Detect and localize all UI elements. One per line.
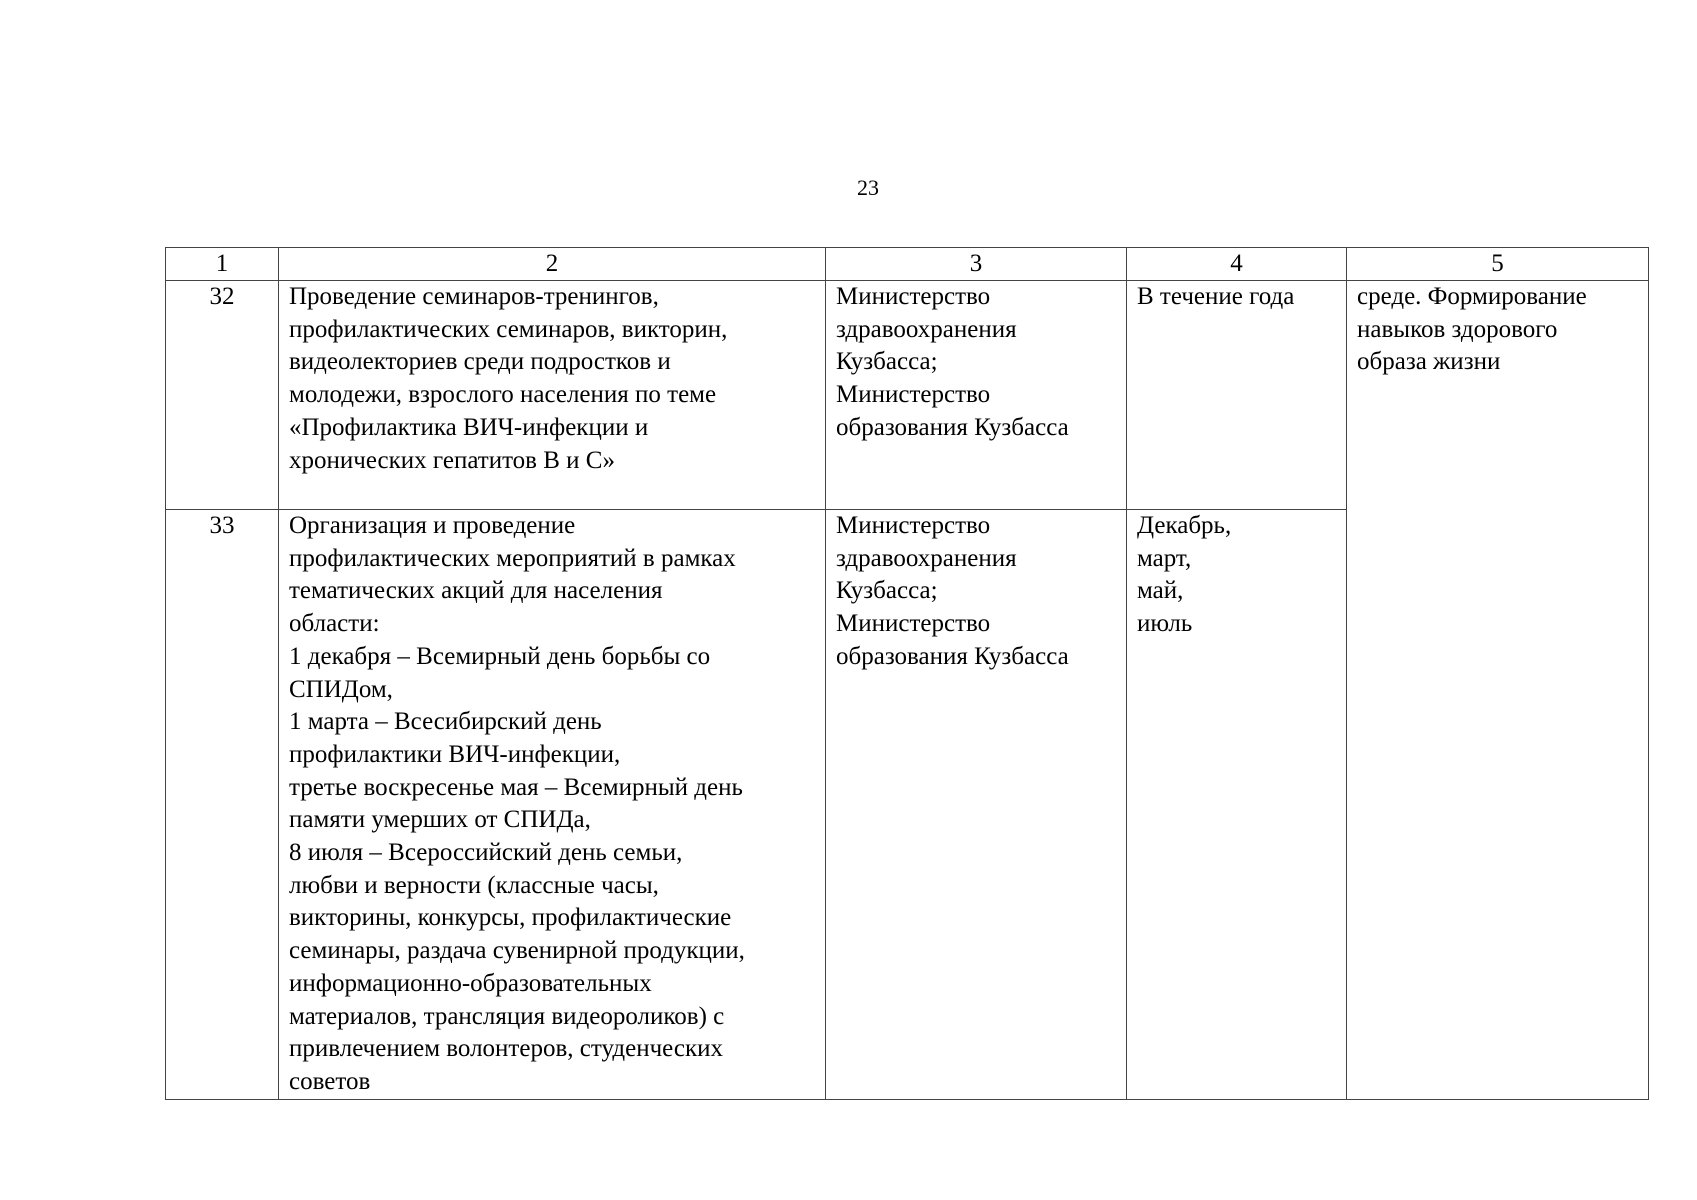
plan-table [165,247,1649,1100]
responsible-executors: Министерство здравоохранения Кузбасса; Министерство образования Кузбасса [826,281,1127,510]
table-row [166,281,1649,510]
deadline: В течение года [1127,281,1347,510]
column-header-1: 1 [166,248,279,281]
deadline: Декабрь, март, май, июль [1127,510,1347,1100]
row-number: 33 [166,510,279,1100]
row-number: 32 [166,281,279,510]
event-description: Проведение семинаров-тренингов, профилактических семинаров, викторин, видеолекториев среди подростков и молодежи, взрослого населения по теме «Профилактика ВИЧ-инфекции и хронических гепатитов В и С» [279,281,826,510]
column-header-4: 4 [1127,248,1347,281]
table-header-row [166,248,1649,281]
responsible-executors: Министерство здравоохранения Кузбасса; Министерство образования Кузбасса [826,510,1127,1100]
event-description: Организация и проведение профилактических мероприятий в рамках тематических акций для населения области: 1 декабря – Всемирный день борьбы со СПИДом, 1 марта – Всесибирский день профилактики ВИЧ-инфекции, третье воскресенье мая – Всемирный день памяти умерших от СПИДа, 8 июля – Всероссийский день семьи, любви и верности (классные часы, викторины, конкурсы, профилактические семинары, раздача сувенирной продукции, информационно-образовательных материалов, трансляция видеороликов) с привлечением волонтеров, студенческих советов [279,510,826,1100]
expected-result: среде. Формирование навыков здорового образа жизни [1347,281,1649,1100]
column-header-2: 2 [279,248,826,281]
column-header-5: 5 [1347,248,1649,281]
page-number: 23 [857,175,879,200]
column-header-3: 3 [826,248,1127,281]
